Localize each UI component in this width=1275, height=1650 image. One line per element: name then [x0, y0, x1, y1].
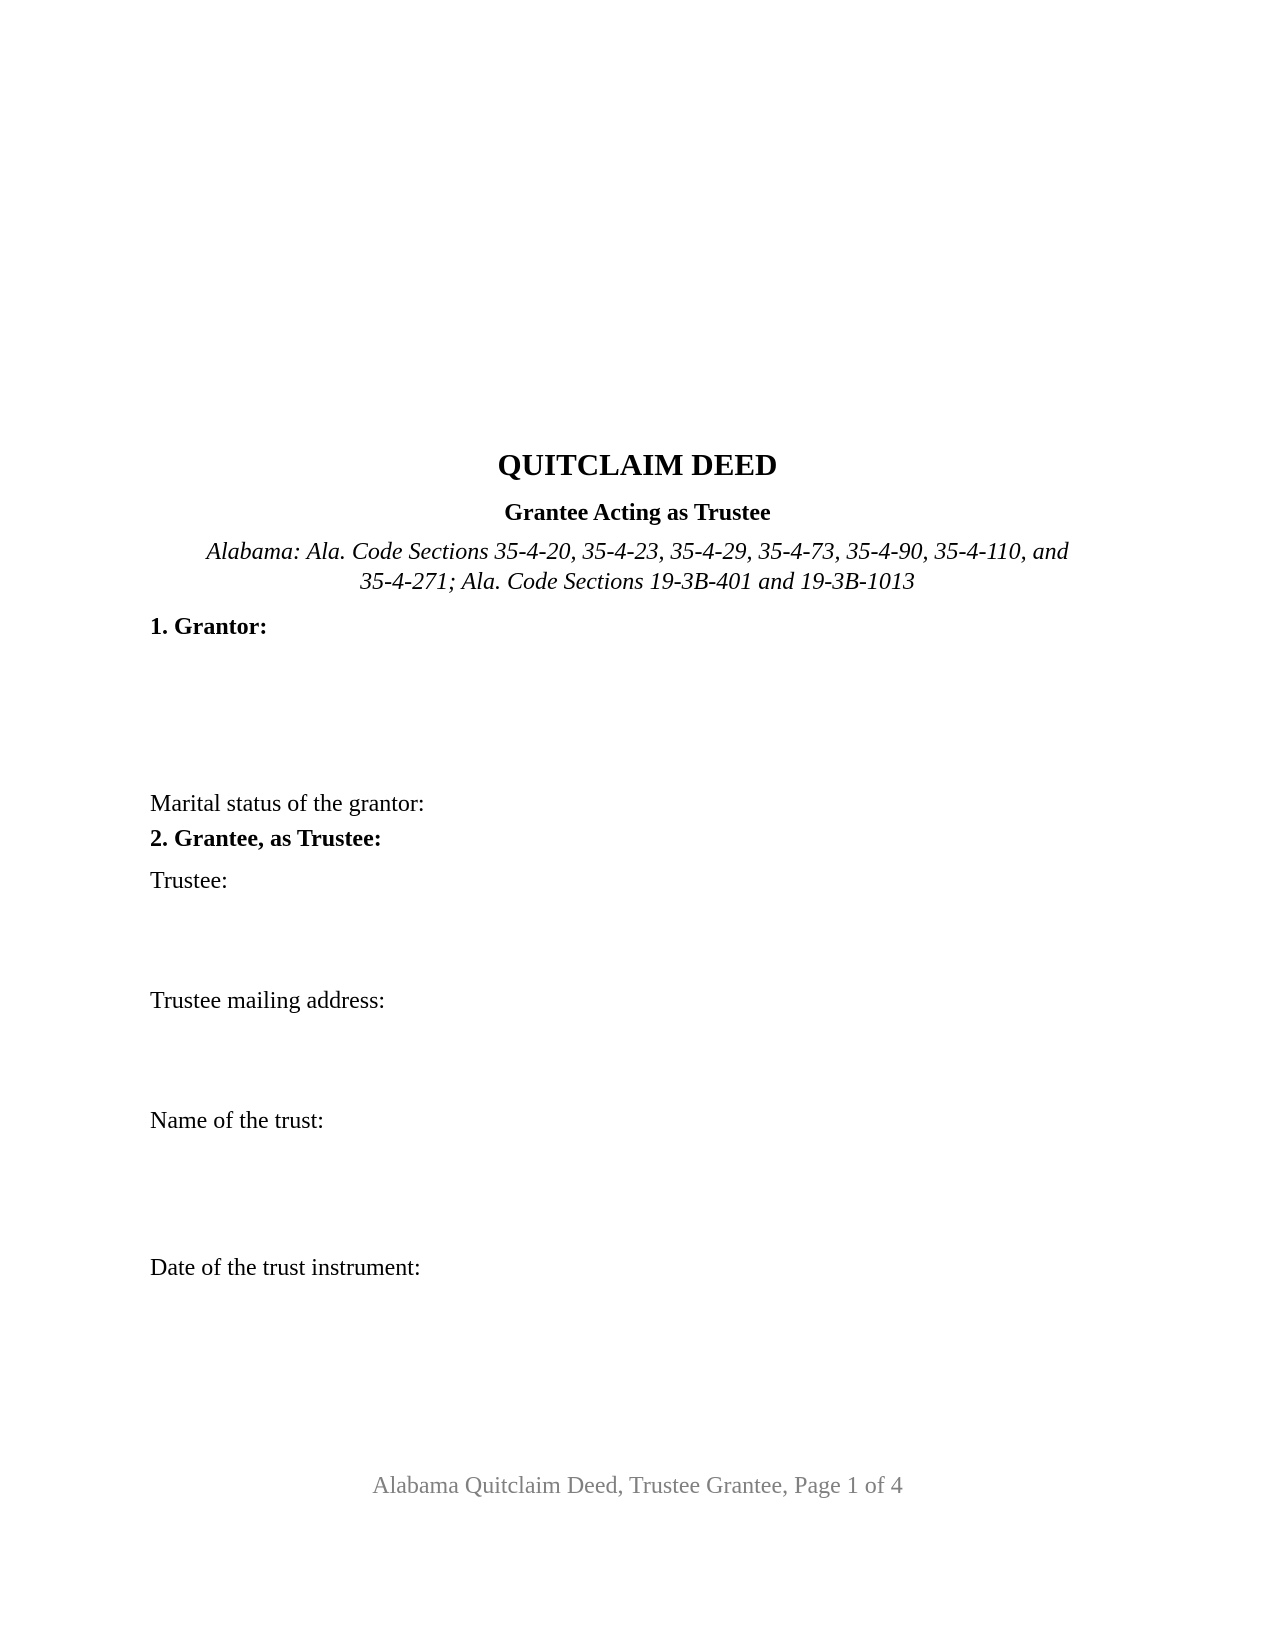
grantee-heading: 2. Grantee, as Trustee:: [150, 826, 382, 852]
marital-status-label: Marital status of the grantor:: [150, 791, 425, 817]
statute-line-1: Alabama: Ala. Code Sections 35-4-20, 35-4-23, 35-4-29, 35-4-73, 35-4-90, 35-4-110, and: [206, 539, 1069, 565]
trustee-label: Trustee:: [150, 868, 228, 894]
trustee-address-label: Trustee mailing address:: [150, 988, 386, 1014]
page-footer: Alabama Quitclaim Deed, Trustee Grantee, Page 1 of 4: [372, 1473, 903, 1499]
statute-line-2: 35-4-271; Ala. Code Sections 19-3B-401 and 19-3B-1013: [360, 569, 915, 595]
grantor-heading: 1. Grantor:: [150, 614, 268, 640]
trust-name-label: Name of the trust:: [150, 1108, 324, 1134]
document-title: QUITCLAIM DEED: [497, 447, 778, 482]
statute-citation: [150, 537, 1125, 597]
document-subtitle: Grantee Acting as Trustee: [504, 500, 771, 526]
trust-date-label: Date of the trust instrument:: [150, 1255, 421, 1281]
